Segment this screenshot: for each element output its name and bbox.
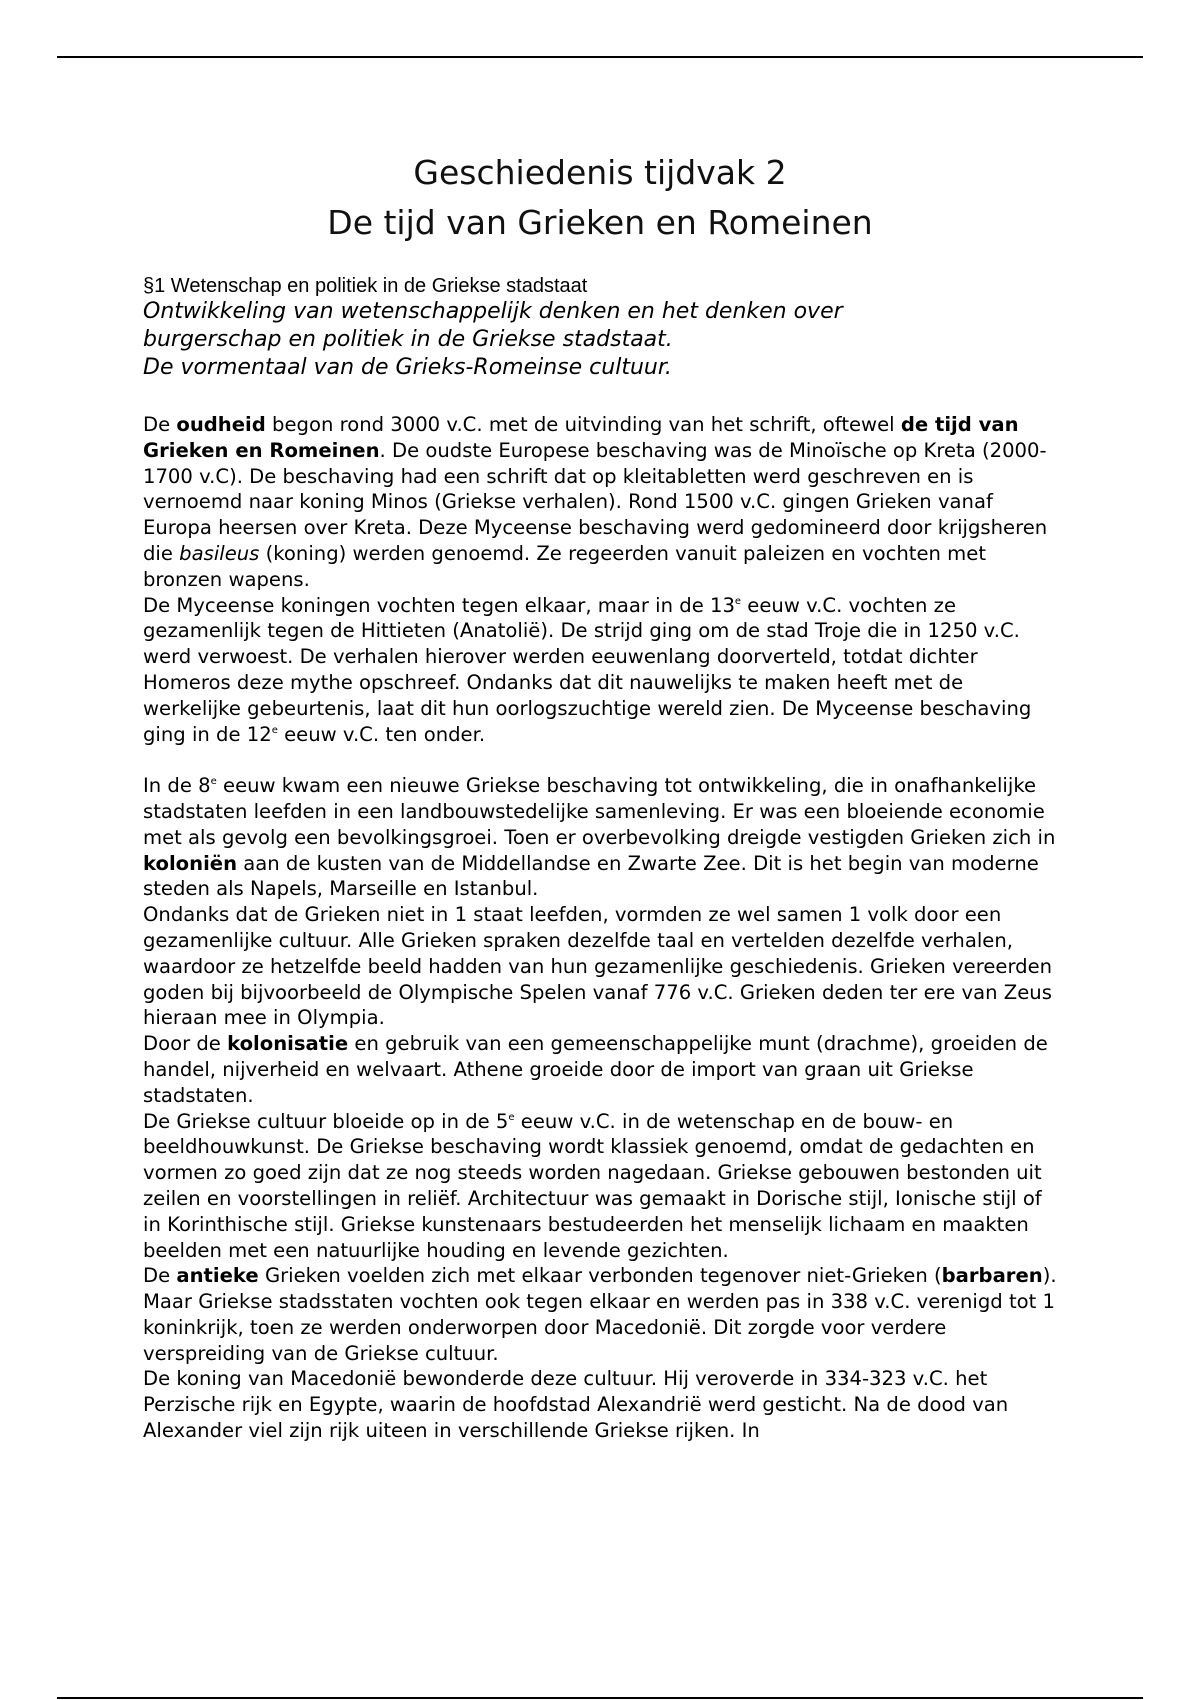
- text-run: Grieken voelden zich met elkaar verbonden tegenover niet-Grieken (: [258, 1264, 942, 1288]
- text-run: begon rond 3000 v.C. met de uitvinding van het schrift, oftewel: [265, 413, 901, 436]
- paragraph-antieke: [143, 1263, 1063, 1366]
- text-run: eeuw v.C. in de wetenschap en de bouw- en beeldhouwkunst. De Griekse beschaving wordt klassiek genoemd, omdat de gedachten en vormen zo goed zijn dat ze nog steeds worden nagedaan. Griekse gebouwen bestonden uit zeilen en voorstellingen in reliëf. Architectuur was gemaakt in Dorische stijl, Ionische stijl of in Korinthische stijl. Griekse kunstenaars bestudeerden het menselijk lichaam en maakten beelden met een natuurlijke houding en levende gezichten.: [143, 1109, 1042, 1262]
- superscript: e: [210, 776, 217, 788]
- footer-rule: [57, 1697, 1143, 1699]
- document-body: [143, 274, 1063, 1444]
- paragraph-cultuur: Ondanks dat de Grieken niet in 1 staat leefden, vormden ze wel samen 1 volk door een gezamenlijke cultuur. Alle Grieken spraken dezelfde taal en vertelden dezelfde verhalen, waardoor ze hetzelfde beeld hadden van hun gezamenlijke geschiedenis. Grieken vereerden goden bij bijvoorbeeld de Olympische Spelen vanaf 776 v.C. Grieken deden ter ere van Zeus hieraan mee in Olympia.: [143, 903, 1053, 1030]
- paragraph-kolonien: [143, 773, 1063, 902]
- paragraph-klassiek: [143, 1109, 1063, 1264]
- text-run: . De oudste Europese beschaving was de Minoïsche op Kreta (2000-1700 v.C). De beschaving had een schrift dat op kleitabletten werd geschreven en is vernoemd naar koning Minos (Griekse verhalen). Rond 1500 v.C. gingen Grieken vanaf Europa heersen over Kreta. Deze Myceense beschaving werd gedomineerd door krijgsheren die: [143, 438, 1048, 565]
- superscript: e: [271, 724, 278, 736]
- subtitle-line: Ontwikkeling van wetenschappelijk denken en het denken over: [143, 299, 843, 324]
- bold-term: koloniën: [143, 851, 238, 875]
- paragraph-macedonie: De koning van Macedonië bewonderde deze cultuur. Hij veroverde in 334-323 v.C. het Perzische rijk en Egypte, waarin de hoofdstad Alexandrië werd gesticht. Na de dood van Alexander viel zijn rijk uiteen in verschillende Griekse rijken. In: [143, 1367, 1009, 1443]
- superscript: e: [734, 595, 742, 607]
- text-run: eeuw v.C. vochten ze gezamenlijk tegen de Hittieten (Anatolië). De strijd ging om de stad Troje die in 1250 v.C. werd verwoest. De verhalen hierover werden eeuwenlang doorverteld, totdat dichter Homeros deze mythe opschreef. Ondanks dat dit nauwelijks te maken heeft met de werkelijke gebeurtenis, laat dit hun oorlogszuchtige wereld zien. De Myceense beschaving ging in de 12: [143, 593, 1032, 746]
- bold-term: de tijd van Grieken en Romeinen: [143, 413, 1019, 462]
- text-run: De Myceense koningen vochten tegen elkaar, maar in de 13: [143, 593, 735, 617]
- body-text: [143, 412, 1063, 1444]
- section-subtitle: [143, 298, 1063, 382]
- document-title: [0, 148, 1200, 248]
- bold-term: oudheid: [176, 413, 266, 436]
- subtitle-line: De vormentaal van de Grieks-Romeinse cultuur.: [143, 355, 672, 380]
- text-run: (koning) werden genoemd. Ze regeerden vanuit paleizen en vochten met bronzen wapens.: [143, 541, 987, 591]
- text-run: Door de: [143, 1032, 228, 1056]
- text-run: De: [143, 1264, 177, 1288]
- title-line-2: De tijd van Grieken en Romeinen: [327, 203, 873, 242]
- text-run: en gebruik van een gemeenschappelijke munt (drachme), groeiden de handel, nijverheid en welvaart. Athene groeide door de import van graan uit Griekse stadstaten.: [143, 1032, 1048, 1107]
- text-run: aan de kusten van de Middellandse en Zwarte Zee. Dit is het begin van moderne steden als Napels, Marseille en Istanbul.: [143, 851, 1039, 901]
- bold-term: barbaren: [941, 1264, 1043, 1288]
- text-run: De: [143, 413, 177, 436]
- superscript: e: [508, 1111, 515, 1123]
- header-rule: [57, 56, 1143, 58]
- text-run: eeuw v.C. ten onder.: [277, 722, 486, 746]
- text-run: ). Maar Griekse stadsstaten vochten ook tegen elkaar en werden pas in 338 v.C. verenigd tot 1 koninkrijk, toen ze werden onderworpen door Macedonië. Dit zorgde voor verdere verspreiding van de Griekse cultuur.: [143, 1264, 1057, 1365]
- text-run: eeuw kwam een nieuwe Griekse beschaving tot ontwikkeling, die in onafhankelijke stadstaten leefden in een landbouwstedelijke samenleving. Er was een bloeiende economie met als gevolg een bevolkingsgroei. Toen er overbevolking dreigde vestigden Grieken zich in: [143, 774, 1056, 849]
- italic-term: basileus: [179, 541, 260, 565]
- paragraph-oudheid: [143, 412, 1063, 593]
- text-run: In de 8: [143, 774, 211, 798]
- paragraph-kolonisatie: [143, 1031, 1063, 1108]
- title-line-1: Geschiedenis tijdvak 2: [413, 153, 787, 192]
- section-heading: §1 Wetenschap en politiek in de Griekse stadstaat: [143, 275, 588, 297]
- paragraph-myceense: [143, 593, 1063, 748]
- bold-term: antieke: [176, 1264, 259, 1288]
- subtitle-line: burgerschap en politiek in de Griekse stadstaat.: [143, 327, 673, 352]
- bold-term: kolonisatie: [227, 1032, 349, 1056]
- paragraph-gap: [143, 747, 1063, 773]
- text-run: De Griekse cultuur bloeide op in de 5: [143, 1109, 509, 1133]
